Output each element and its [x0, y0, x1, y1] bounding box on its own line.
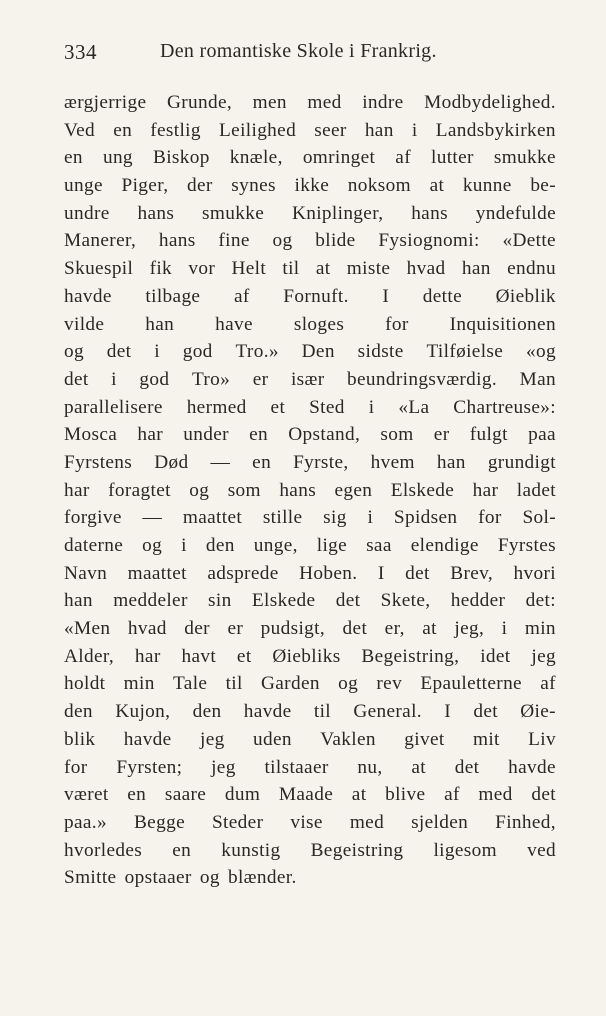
text-line: paa.» Begge Steder vise med sjelden Finhed, — [64, 811, 556, 833]
text-line: Ved en festlig Leilighed seer han i Landsbykirken — [64, 119, 556, 141]
text-line: daterne og i den unge, lige saa elendige Fyrstes — [64, 535, 556, 556]
text-line: Smitte opstaaer og blænder. — [64, 867, 297, 889]
body-text — [64, 89, 556, 892]
text-line: «Men hvad der er pudsigt, det er, at jeg, i min — [64, 618, 556, 640]
text-line: været en saare dum Maade at blive af med det — [64, 784, 556, 806]
text-line: Alder, har havt et Øiebliks Begeistring, idet jeg — [64, 645, 556, 667]
text-line: undre hans smukke Kniplinger, hans yndefulde — [64, 202, 556, 224]
text-line: forgive — maattet stille sig i Spidsen for Sol- — [64, 507, 556, 529]
text-line: og det i god Tro.» Den sidste Tilføielse «og — [64, 341, 556, 363]
text-line: det i god Tro» er især beundringsværdig. Man — [64, 368, 556, 390]
page-header — [64, 40, 554, 68]
text-line: ærgjerrige Grunde, men med indre Modbydelighed. — [64, 92, 556, 113]
text-line: har foragtet og som hans egen Elskede har ladet — [64, 479, 556, 501]
text-line: Mosca har under en Opstand, som er fulgt paa — [64, 424, 556, 446]
text-line: Fyrstens Død — en Fyrste, hvem han grundigt — [64, 451, 556, 473]
text-line: parallelisere hermed et Sted i «La Chartreuse»: — [64, 396, 556, 418]
text-line: Navn maattet adsprede Hoben. I det Brev, hvori — [64, 562, 556, 584]
text-line: for Fyrsten; jeg tilstaaer nu, at det havde — [64, 756, 556, 778]
text-line: den Kujon, den havde til General. I det Øie- — [64, 701, 556, 723]
page-number: 334 — [64, 40, 97, 64]
text-line: holdt min Tale til Garden og rev Epauletterne af — [64, 673, 556, 695]
text-line: han meddeler sin Elskede det Skete, hedder det: — [64, 590, 556, 612]
text-line: havde tilbage af Fornuft. I dette Øieblik — [64, 285, 556, 307]
running-head: Den romantiske Skole i Frankrig. — [160, 40, 437, 62]
text-line: en ung Biskop knæle, omringet af lutter smukke — [64, 147, 556, 169]
text-line: hvorledes en kunstig Begeistring ligesom ved — [64, 839, 556, 861]
text-line: Skuespil fik vor Helt til at miste hvad han endnu — [64, 258, 556, 280]
text-line: vilde han have sloges for Inquisitionen — [64, 313, 556, 335]
text-line: unge Piger, der synes ikke noksom at kunne be- — [64, 175, 556, 197]
text-line: Manerer, hans fine og blide Fysiognomi: «Dette — [64, 230, 556, 252]
text-line: blik havde jeg uden Vaklen givet mit Liv — [64, 728, 556, 750]
